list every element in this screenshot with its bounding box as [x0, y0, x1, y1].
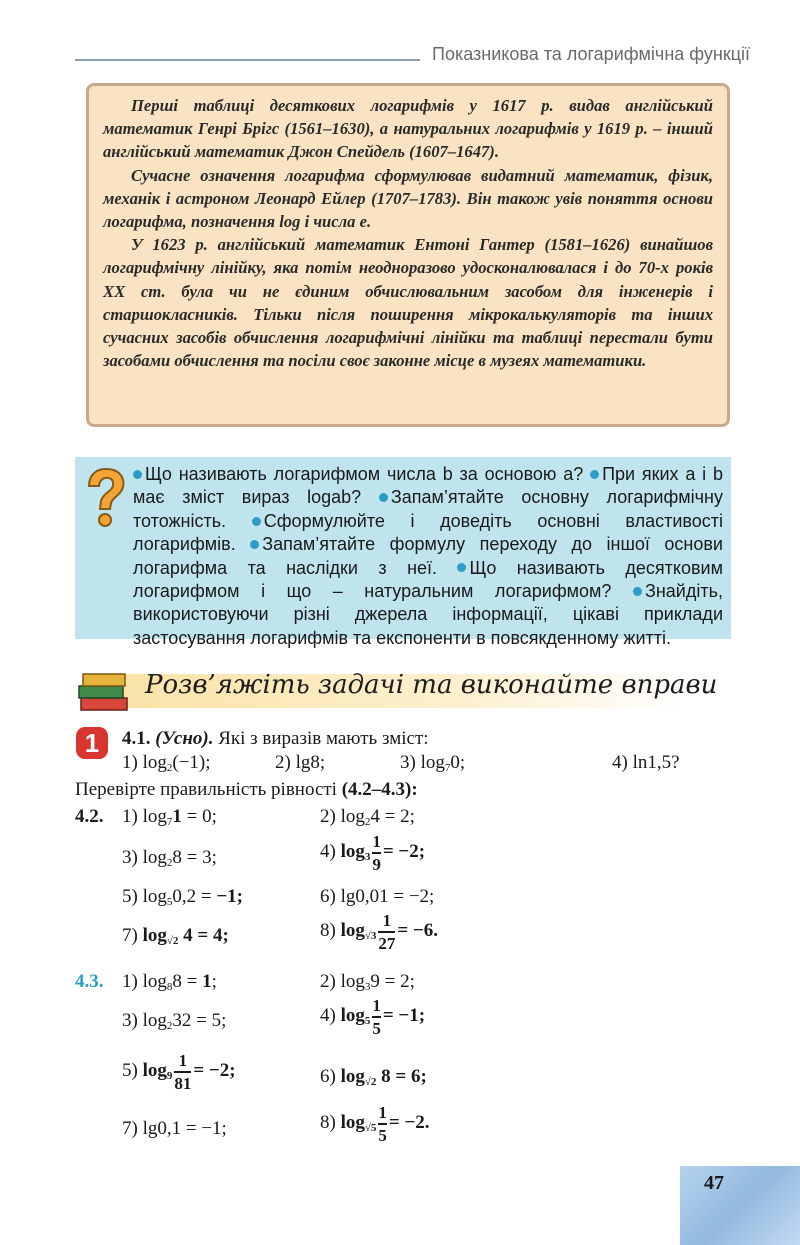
bullet-icon — [590, 470, 599, 479]
task-4-1-item-2: 2) lg8; — [275, 752, 326, 773]
books-icon — [75, 668, 133, 714]
question-item: Запам’ятайте основну логарифмічну тотожність. — [133, 487, 723, 531]
task-mode: (Усно). — [155, 728, 214, 749]
task-4-3-item-2: 2) $\log_39 = 2$; — [320, 971, 415, 993]
level-badge — [75, 726, 109, 760]
page-corner-decoration — [680, 1166, 800, 1245]
question-item: Знайдіть, використовуючи різні джерела інформації, цікаві приклади застосування логарифмів та експоненти в повсякденному житті. — [133, 581, 723, 648]
bullet-icon — [252, 517, 261, 526]
bullet-icon — [250, 540, 259, 549]
question-item: Сформулюйте і доведіть основні властивості логарифмів. — [133, 510, 723, 555]
task-4-1-item-3: 3) $\log_70$; — [400, 752, 466, 774]
history-paragraph: У 1623 р. англійський математик Ентоні Гантер (1581–1626) винайшов логарифмічну лінійку, яка потім неодноразово удосконалювалася і до 70-х років XX ст. була чи не єдиним обчислювальним засобом для інженерів і старшокласників. Тільки після поширення мікрокалькуляторів та інших сучасних засобів обчислення логарифмічні лінійки та таблиці перестали бути засобами обчислення та посіли своє законне місце в музеях математики. — [103, 235, 713, 371]
task-4-3-item-6: 6) $\log_{√2} 8 = 6$; — [320, 1066, 427, 1088]
task-4-3-item-1: 1) $\log_88 = 1$; — [122, 971, 217, 993]
fraction: $\frac{1}{5}$ — [372, 996, 381, 1038]
task-number: 4.2. — [75, 806, 104, 827]
question-item: Що називають десятковим логарифмом і що – натуральним логарифмом? — [133, 557, 723, 602]
task-4-2-item-8: 8) $\log_{√3}$ $\frac{1}{27}$ = −6. — [320, 911, 439, 953]
page-number: 47 — [704, 1172, 724, 1194]
header-rule — [75, 59, 420, 61]
questions-text — [133, 463, 723, 650]
task-4-2-item-1: 1) $\log_71 = 0$; — [122, 806, 217, 828]
task-4-3-item-4: 4) $\log_5$ $\frac{1}{5}$ = −1; — [320, 996, 426, 1038]
check-instruction — [75, 779, 418, 801]
task-4-1-item-4: 4) ln1,5? — [612, 752, 680, 773]
question-item: Що називають логарифмом числа b за основою a? — [145, 464, 584, 484]
fraction: $\frac{1}{81}$ — [174, 1051, 192, 1093]
review-questions-box — [75, 457, 731, 648]
task-4-2-item-5: 5) $\log_50,2 = -1$; — [122, 886, 243, 908]
task-4-1-item-1: 1) $\log_2(-1)$; — [122, 752, 211, 774]
question-item: Запам’ятайте формулу переходу до іншої основи логарифма та наслідки з неї. — [133, 534, 723, 578]
task-4-3-item-7: 7) lg0,1 = −1; — [122, 1118, 227, 1139]
history-paragraph: Сучасне означення логарифма сформулював видатний математик, фізик, механік і астроном Леонард Ейлер (1707–1783). Він також увів поняття основи логарифма, позначення log і числа e. — [103, 165, 713, 232]
tasks-heading-band — [75, 668, 731, 714]
history-paragraph: Перші таблиці десяткових логарифмів у 1617 р. видав англійський математик Генрі Брігс (1561–1630), а натуральних логарифмів у 1619 р. – інший англійський математик Джон Спейдель (1607–1647). — [103, 96, 713, 162]
history-box — [86, 83, 730, 427]
task-4-2-item-6: 6) lg0,01 = −2; — [320, 886, 435, 907]
task-4-3-item-3: 3) $\log_232 = 5$; — [122, 1010, 227, 1032]
task-prompt: Які з виразів мають зміст: — [218, 728, 429, 749]
task-4-2-item-2: 2) $\log_24 = 2$; — [320, 806, 415, 828]
check-range: (4.2–4.3): — [341, 779, 418, 800]
fraction: $\frac{1}{9}$ — [372, 832, 381, 874]
task-number: 4.3. — [75, 971, 104, 992]
bullet-icon — [379, 493, 388, 502]
bullet-icon — [633, 587, 642, 596]
bullet-icon — [133, 470, 142, 479]
task-4-2-item-3: 3) $\log_28 = 3$; — [122, 847, 217, 869]
level-number: 1 — [84, 728, 100, 758]
fraction: $\frac{1}{27}$ — [378, 911, 396, 953]
question-mark-icon — [83, 465, 129, 529]
task-4-3-item-5: 5) $\log_9$ $\frac{1}{81}$ = −2; — [122, 1051, 236, 1093]
task-number: 4.1. — [122, 728, 151, 749]
tasks-heading: Розв’яжіть задачі та виконайте вправи — [145, 670, 718, 700]
bullet-icon — [457, 563, 466, 572]
task-4-2-item-4: 4) $\log_3$ $\frac{1}{9}$ = −2; — [320, 832, 426, 874]
fraction: $\frac{1}{5}$ — [378, 1103, 387, 1145]
check-text: Перевірте правильність рівності — [75, 779, 337, 800]
task-4-2-item-7: 7) $\log_{√2} 4 = 4$; — [122, 925, 229, 947]
running-header: Показникова та логарифмічна функції — [432, 44, 750, 64]
task-4-3-item-8: 8) $\log_{√5}$ $\frac{1}{5}$ = −2. — [320, 1103, 430, 1145]
question-item: При яких a і b має зміст вираз logab? — [133, 464, 723, 508]
task-4-1-header — [122, 728, 429, 750]
